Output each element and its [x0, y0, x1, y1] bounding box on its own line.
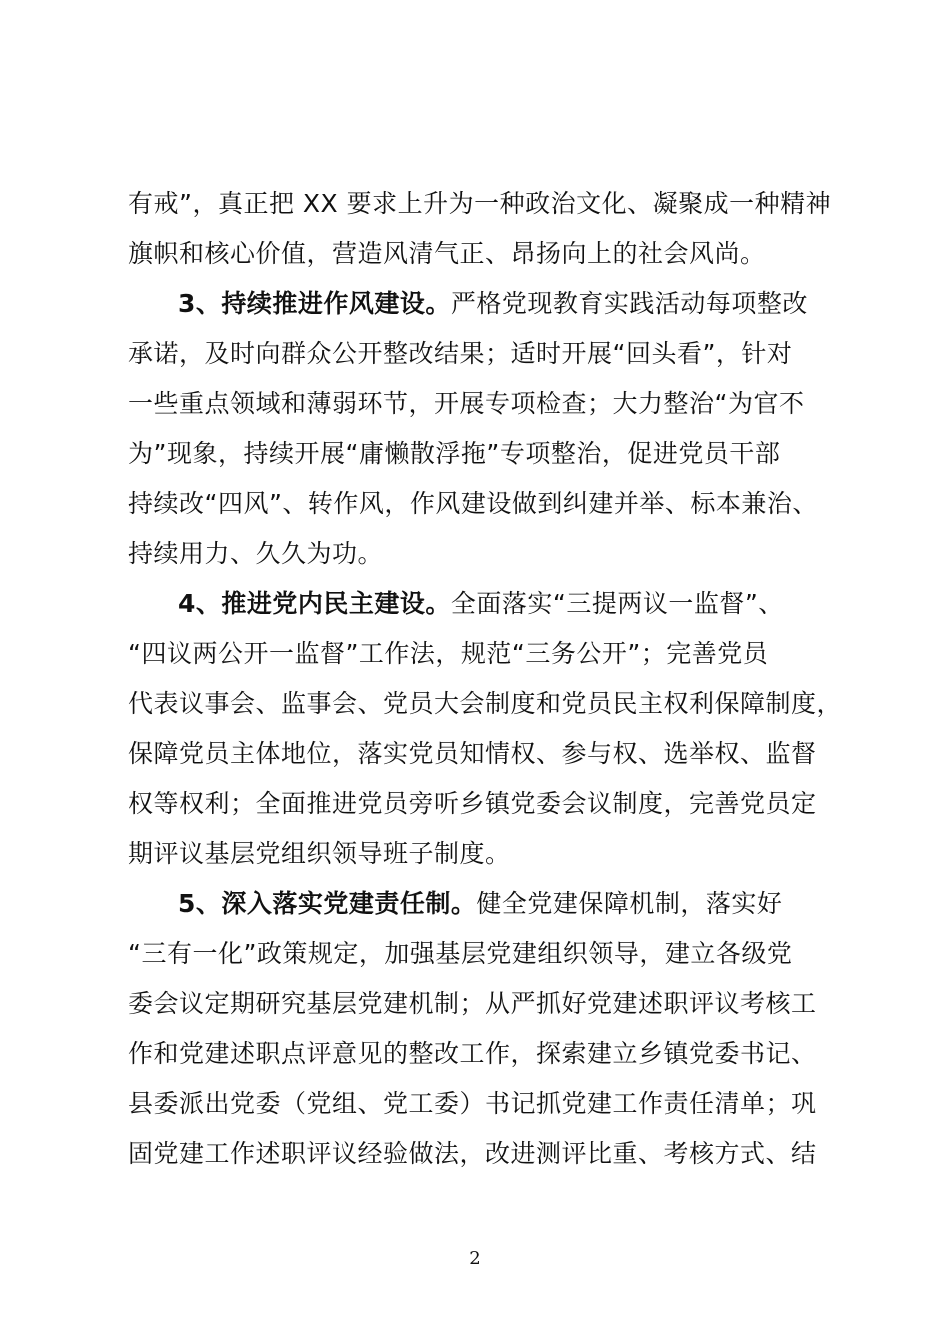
paragraph-first-line [178, 888, 782, 920]
text-line: 旗帜和核心价值，营造风清气正、昂扬向上的社会风尚。 [128, 239, 766, 268]
text-line: 代表议事会、监事会、党员大会制度和党员民主权利保障制度， [128, 689, 843, 718]
text-span: 全面落实“三提两议一监督”、 [450, 589, 784, 618]
text-line: 保障党员主体地位，落实党员知情权、参与权、选举权、监督 [128, 739, 817, 768]
text-line: 持续用力、久久为功。 [128, 539, 384, 568]
text-line: “三有一化”政策规定，加强基层党建组织领导，建立各级党 [128, 939, 793, 968]
text-line: 固党建工作述职评议经验做法，改进测评比重、考核方式、结 [128, 1139, 817, 1168]
page-number: 2 [469, 1248, 481, 1269]
section-heading: 4、推进党内民主建设。 [178, 589, 451, 618]
text-line: “四议两公开一监督”工作法，规范“三务公开”；完善党员 [128, 639, 769, 668]
text-line: 权等权利；全面推进党员旁听乡镇党委会议制度，完善党员定 [128, 789, 817, 818]
paragraph-first-line [178, 288, 808, 320]
text-line: 期评议基层党组织领导班子制度。 [128, 839, 511, 868]
text-line: 县委派出党委（党组、党工委）书记抓党建工作责任清单；巩 [128, 1089, 817, 1118]
text-line: 承诺，及时向群众公开整改结果；适时开展“回头看”，针对 [128, 339, 793, 368]
text-line: 有戒”，真正把 XX 要求上升为一种政治文化、凝聚成一种精神 [128, 189, 832, 218]
text-line: 委会议定期研究基层党建机制；从严抓好党建述职评议考核工 [128, 989, 817, 1018]
text-span: 健全党建保障机制，落实好 [476, 889, 783, 918]
section-heading: 3、持续推进作风建设。 [178, 289, 451, 318]
text-span: 严格党现教育实践活动每项整改 [450, 289, 808, 318]
text-line: 作和党建述职点评意见的整改工作，探索建立乡镇党委书记、 [128, 1039, 817, 1068]
text-line: 为”现象，持续开展“庸懒散浮拖”专项整治，促进党员干部 [128, 439, 781, 468]
text-line: 一些重点领域和薄弱环节，开展专项检查；大力整治“为官不 [128, 389, 805, 418]
section-heading: 5、深入落实党建责任制。 [178, 889, 477, 918]
text-line: 持续改“四风”、转作风，作风建设做到纠建并举、标本兼治、 [128, 489, 818, 518]
paragraph-first-line [178, 588, 784, 620]
